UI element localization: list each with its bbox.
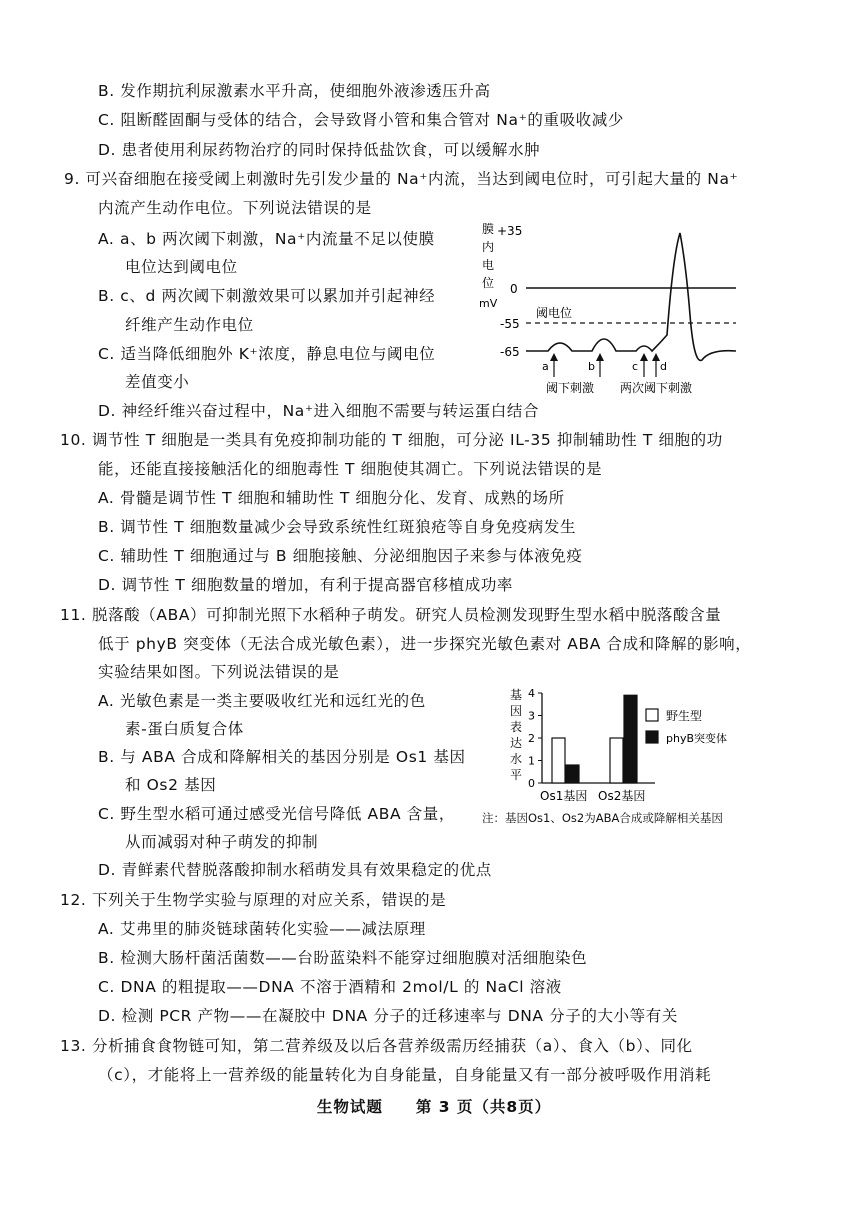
q11-option-b-line2: 和 Os2 基因 bbox=[125, 776, 217, 794]
bar-ytick-label: 4 bbox=[528, 687, 535, 700]
bar-ytick-label: 1 bbox=[528, 754, 535, 768]
q9-option-a-line1: A. a、b 两次阈下刺激，Na⁺内流量不足以使膜 bbox=[98, 230, 435, 248]
bar-ylabel-char: 水 bbox=[510, 752, 523, 766]
q11-option-c-line1: C. 野生型水稻可通过感受光信号降低 ABA 含量， bbox=[98, 805, 455, 823]
q13-stem-line1: 13. 分析捕食食物链可知，第二营养级及以后各营养级需历经捕获（a）、食入（b）、同化 bbox=[60, 1037, 693, 1055]
fig9-ylabel-5: mV bbox=[479, 297, 498, 310]
q12-option-a: A. 艾弗里的肺炎链球菌转化实验——减法原理 bbox=[98, 920, 426, 938]
legend-label: phyB突变体 bbox=[666, 732, 728, 745]
fig9-arrowhead-c bbox=[640, 353, 648, 361]
q11-stem-line3: 实验结果如图。下列说法错误的是 bbox=[98, 663, 340, 681]
q10-option-b: B. 调节性 T 细胞数量减少会导致系统性红斑狼疮等自身免疫病发生 bbox=[98, 518, 577, 536]
fig9-tick-0: 0 bbox=[510, 282, 518, 296]
q9-option-b-line1: B. c、d 两次阈下刺激效果可以累加并引起神经 bbox=[98, 287, 436, 305]
bar-wildtype-2 bbox=[610, 738, 623, 783]
q10-stem-line1: 10. 调节性 T 细胞是一类具有免疫抑制功能的 T 细胞，可分泌 IL-35 抑制辅助性 T 细胞的功 bbox=[60, 431, 723, 449]
q11-figure-note: 注：基因Os1、Os2为ABA合成或降解相关基因 bbox=[482, 811, 723, 825]
bar-ytick-label: 2 bbox=[528, 732, 535, 745]
bar-ylabel-char: 达 bbox=[510, 736, 523, 750]
q10-option-a: A. 骨髓是调节性 T 细胞和辅助性 T 细胞分化、发育、成熟的场所 bbox=[98, 489, 565, 507]
bar-ytick-label: 3 bbox=[528, 709, 535, 723]
bar-ylabel-char: 平 bbox=[510, 768, 523, 782]
page-footer: 生物试题 第 3 页（共8页） bbox=[316, 1098, 552, 1116]
q12-option-b: B. 检测大肠杆菌活菌数——台盼蓝染料不能穿过细胞膜对活细胞染色 bbox=[98, 949, 588, 967]
bar-xtick-label: Os1基因 bbox=[540, 789, 588, 803]
bar-xtick-label: Os2基因 bbox=[598, 789, 646, 803]
fig9-label-b: b bbox=[588, 360, 595, 373]
fig9-label-c: c bbox=[632, 360, 639, 373]
legend-swatch bbox=[646, 731, 658, 743]
q12-option-d: D. 检测 PCR 产物——在凝胶中 DNA 分子的迁移速率与 DNA 分子的大小等有关 bbox=[98, 1007, 678, 1025]
q9-option-c-line2: 差值变小 bbox=[125, 373, 190, 391]
gene-expression-bar-chart bbox=[480, 685, 770, 830]
fig9-label-d: d bbox=[660, 360, 667, 373]
fig9-tick-m55: -55 bbox=[500, 317, 520, 331]
q10-option-c: C. 辅助性 T 细胞通过与 B 细胞接触、分泌细胞因子来参与体液免疫 bbox=[98, 547, 583, 565]
q11-option-a-line2: 素-蛋白质复合体 bbox=[125, 720, 244, 738]
q9-option-b-line2: 纤维产生动作电位 bbox=[125, 316, 254, 334]
fig9-arrowhead-a bbox=[550, 353, 558, 361]
fig9-tick-p35: +35 bbox=[497, 224, 523, 238]
bar-mutant-2 bbox=[624, 695, 637, 783]
fig9-potential-trace bbox=[526, 233, 736, 360]
bar-ytick-label: 0 bbox=[528, 777, 535, 790]
fig9-arrowhead-b bbox=[596, 353, 604, 361]
q11-option-b-line1: B. 与 ABA 合成和降解相关的基因分别是 Os1 基因 bbox=[98, 748, 466, 766]
membrane-potential-figure bbox=[470, 215, 750, 395]
fig9-tick-m65: -65 bbox=[500, 345, 520, 359]
q9-option-a-line2: 电位达到阈电位 bbox=[125, 258, 238, 276]
fig9-label-a: a bbox=[542, 360, 549, 373]
q9-option-c-line1: C. 适当降低细胞外 K⁺浓度，静息电位与阈电位 bbox=[98, 345, 436, 363]
q10-stem-line2: 能，还能直接接触活化的细胞毒性 T 细胞使其凋亡。下列说法错误的是 bbox=[98, 460, 603, 478]
q8-option-b: B. 发作期抗利尿激素水平升高，使细胞外液渗透压升高 bbox=[98, 82, 491, 100]
fig9-ylabel-4: 位 bbox=[482, 276, 495, 290]
bar-ylabel-char: 基 bbox=[510, 688, 523, 702]
fig9-caption-sub: 阈下刺激 bbox=[546, 381, 595, 395]
q11-option-a-line1: A. 光敏色素是一类主要吸收红光和远红光的色 bbox=[98, 692, 426, 710]
q10-option-d: D. 调节性 T 细胞数量的增加，有利于提高器官移植成功率 bbox=[98, 576, 514, 594]
fig9-ylabel-1: 膜 bbox=[482, 222, 495, 236]
q12-stem: 12. 下列关于生物学实验与原理的对应关系，错误的是 bbox=[60, 891, 447, 909]
q9-stem-line1: 9. 可兴奋细胞在接受阈上刺激时先引发少量的 Na⁺内流，当达到阈电位时，可引起大量的 Na⁺ bbox=[64, 170, 739, 188]
bar-mutant-1 bbox=[566, 765, 579, 783]
q12-option-c: C. DNA 的粗提取——DNA 不溶于酒精和 2mol/L 的 NaCl 溶液 bbox=[98, 978, 562, 996]
q9-stem-line2: 内流产生动作电位。下列说法错误的是 bbox=[98, 199, 372, 217]
legend-label: 野生型 bbox=[666, 709, 703, 723]
fig9-arrowhead-d bbox=[652, 353, 660, 361]
q11-stem-line2: 低于 phyB 突变体（无法合成光敏色素），进一步探究光敏色素对 ABA 合成和降解的影响， bbox=[98, 635, 752, 653]
q9-option-d: D. 神经纤维兴奋过程中，Na⁺进入细胞不需要与转运蛋白结合 bbox=[98, 402, 540, 420]
fig9-threshold-label: 阈电位 bbox=[536, 306, 573, 320]
q8-option-d: D. 患者使用利尿药物治疗的同时保持低盐饮食，可以缓解水肿 bbox=[98, 141, 541, 159]
fig9-caption-double: 两次阈下刺激 bbox=[620, 381, 693, 395]
bar-ylabel-char: 因 bbox=[510, 704, 523, 718]
q11-stem-line1: 11. 脱落酸（ABA）可抑制光照下水稻种子萌发。研究人员检测发现野生型水稻中脱落酸含量 bbox=[60, 606, 722, 624]
q8-option-c: C. 阻断醛固酮与受体的结合，会导致肾小管和集合管对 Na⁺的重吸收减少 bbox=[98, 111, 624, 129]
fig9-ylabel-3: 电 bbox=[482, 258, 495, 272]
q11-option-d: D. 青鲜素代替脱落酸抑制水稻萌发具有效果稳定的优点 bbox=[98, 861, 492, 879]
bar-chart-ylabel bbox=[510, 688, 522, 782]
bar-ylabel-char: 表 bbox=[510, 720, 523, 734]
q11-option-c-line2: 从而减弱对种子萌发的抑制 bbox=[125, 833, 319, 851]
fig9-ylabel-2: 内 bbox=[482, 240, 495, 254]
q13-stem-line2: （c），才能将上一营养级的能量转化为自身能量，自身能量又有一部分被呼吸作用消耗 bbox=[98, 1066, 712, 1084]
legend-swatch bbox=[646, 709, 658, 721]
bar-wildtype-1 bbox=[552, 738, 565, 783]
